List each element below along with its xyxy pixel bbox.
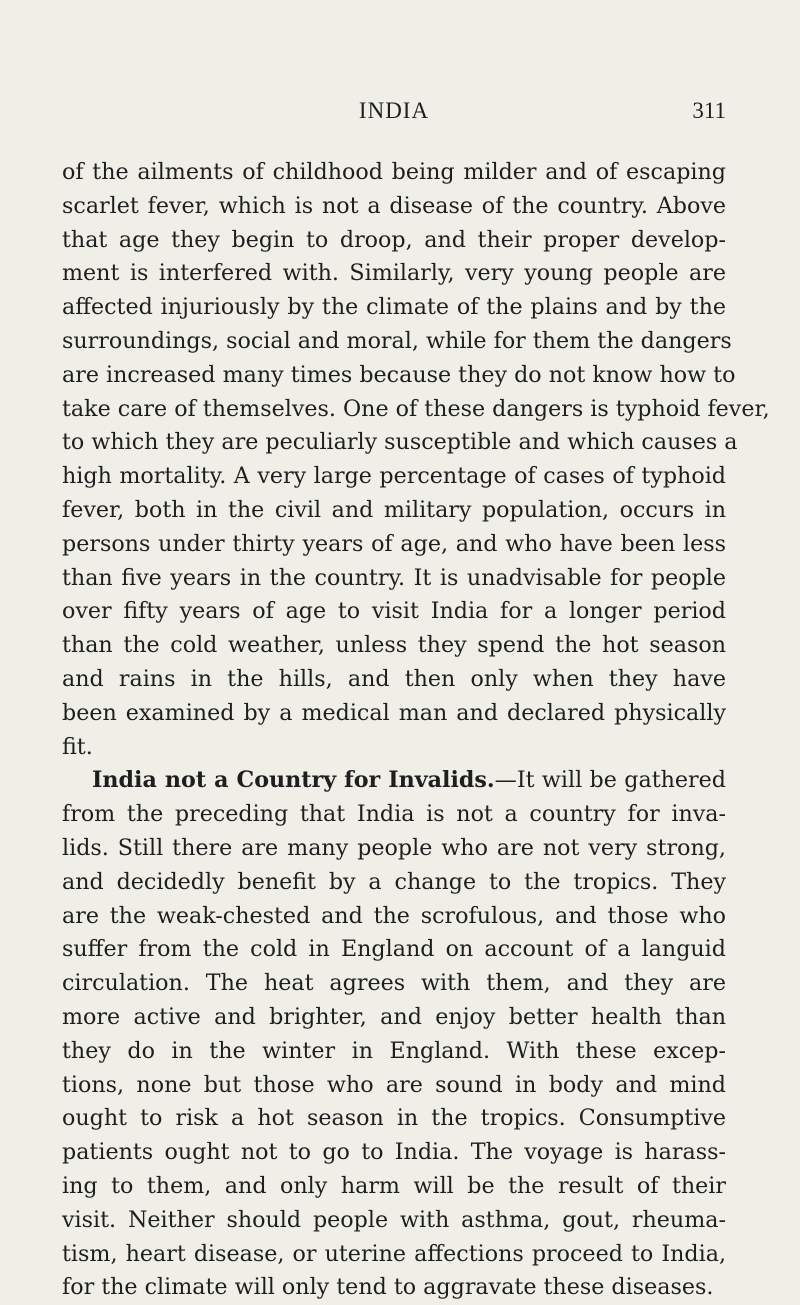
text-line: circulation. The heat agrees with them, and they are: [62, 970, 726, 997]
text-line: [62, 764, 726, 798]
text-line: ought to risk a hot season in the tropics. Consumptive: [62, 1105, 726, 1132]
text-line: fever, both in the civil and military population, occurs in: [62, 496, 726, 523]
text-line: that age they begin to droop, and their proper develop-: [62, 226, 726, 253]
text-line: are the weak-chested and the scrofulous, and those who: [62, 902, 726, 929]
text-line: ing to them, and only harm will be the result of their: [62, 1172, 726, 1199]
text-line: of the ailments of childhood being milder and of escaping: [62, 159, 726, 185]
text-line: lids. Still there are many people who are not very strong,: [62, 834, 726, 861]
running-head: [62, 98, 726, 132]
text-line: fit.: [62, 733, 93, 760]
text-line: over fifty years of age to visit India for a longer period: [62, 598, 726, 625]
text-line: surroundings, social and moral, while for them the dangers: [62, 327, 732, 354]
text-line: been examined by a medical man and declared physically: [62, 699, 726, 726]
text-line: and rains in the hills, and then only when they have: [62, 665, 726, 692]
text-line: they do in the winter in England. With these excep-: [62, 1037, 726, 1064]
section-heading: India not a Country for Invalids.: [92, 767, 495, 794]
text-line: patients ought not to go to India. The voyage is harass-: [62, 1139, 726, 1166]
text-line: to which they are peculiarly susceptible and which causes a: [62, 429, 738, 456]
body-text: [62, 156, 770, 1305]
text-line: persons under thirty years of age, and who have been less: [62, 530, 726, 557]
text-line: high mortality. A very large percentage of cases of typhoid: [62, 463, 726, 490]
text-line: ment is interfered with. Similarly, very young people are: [62, 260, 726, 287]
text-line: affected injuriously by the climate of the plains and by the: [62, 294, 726, 321]
page-number: 311: [692, 98, 726, 123]
text-line: than the cold weather, unless they spend the hot season: [62, 632, 726, 659]
heading-continuation: —It will be gathered: [494, 767, 726, 794]
text-line: are increased many times because they do not know how to: [62, 361, 736, 388]
text-line: tions, none but those who are sound in body and mind: [62, 1071, 726, 1098]
text-line: from the preceding that India is not a country for inva-: [62, 801, 726, 828]
text-line: and decidedly benefit by a change to the tropics. They: [62, 868, 726, 895]
text-line: visit. Neither should people with asthma, gout, rheuma-: [62, 1206, 726, 1233]
text-line: more active and brighter, and enjoy better health than: [62, 1003, 726, 1030]
text-line: tism, heart disease, or uterine affections proceed to India,: [62, 1240, 726, 1267]
text-line: than five years in the country. It is unadvisable for people: [62, 564, 726, 591]
text-line: suffer from the cold in England on account of a languid: [62, 936, 726, 963]
text-line: scarlet fever, which is not a disease of the country. Above: [62, 192, 726, 219]
text-line: take care of themselves. One of these dangers is typhoid fever,: [62, 395, 770, 422]
running-title: INDIA: [358, 98, 430, 123]
text-line: for the climate will only tend to aggravate these diseases.: [62, 1274, 714, 1301]
